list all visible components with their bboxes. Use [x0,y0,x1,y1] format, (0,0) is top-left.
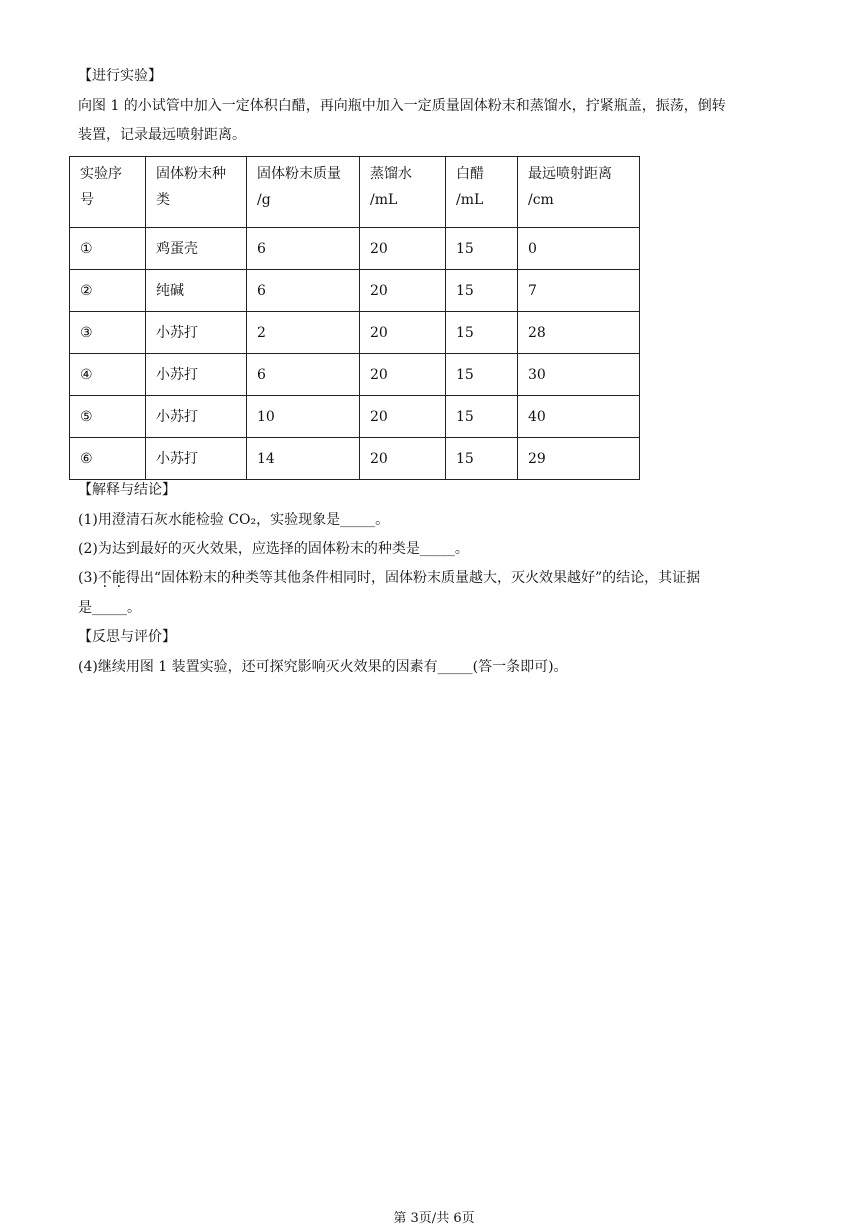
header-cell-trial-number: 实验序 号 [70,157,146,228]
table-cell: 6 [247,354,360,396]
table-cell: 7 [518,270,640,312]
table-cell: ⑥ [70,438,146,480]
table-cell: 20 [360,228,446,270]
table-cell: 15 [446,312,518,354]
table-cell: 14 [247,438,360,480]
question-4: (4)继续用图 1 装置实验，还可探究影响灭火效果的因素有_____(答一条即可)。 [78,659,568,675]
table-cell: 0 [518,228,640,270]
table-cell: 6 [247,228,360,270]
header-cell-spray-distance: 最远喷射距离 /cm [518,157,640,228]
table-row [70,312,640,354]
experiment-intro-line-2: 装置，记录最远喷射距离。 [78,127,246,143]
table-cell: 小苏打 [146,396,247,438]
experiment-table [69,156,640,480]
table-cell: 小苏打 [146,312,247,354]
question-2: (2)为达到最好的灭火效果，应选择的固体粉末的种类是_____。 [78,541,469,557]
table-cell: 15 [446,270,518,312]
emphasis-char-neng: 能 [111,570,126,586]
question-1: (1)用澄清石灰水能检验 CO₂，实验现象是_____。 [78,512,390,528]
table-row [70,396,640,438]
table-cell: 29 [518,438,640,480]
table-row [70,228,640,270]
header-cell-powder-mass: 固体粉末质量 /g [247,157,360,228]
table-row [70,354,640,396]
header-cell-powder-type: 固体粉末种 类 [146,157,247,228]
table-cell: ② [70,270,146,312]
table-cell: ⑤ [70,396,146,438]
table-cell: 15 [446,438,518,480]
table-cell: 纯碱 [146,270,247,312]
question-3-text: 得出“固体粉末的种类等其他条件相同时，固体粉末质量越大，灭火效果越好”的结论，其证据 [125,570,701,586]
header-cell-vinegar: 白醋 /mL [446,157,518,228]
emphasis-char-bu: 不 [97,570,112,586]
experiment-intro-line-1: 向图 1 的小试管中加入一定体积白醋，再向瓶中加入一定质量固体粉末和蒸馏水，拧紧瓶盖，振荡，倒转 [78,98,726,114]
table-cell: 15 [446,396,518,438]
table-cell: 6 [247,270,360,312]
table-cell: ① [70,228,146,270]
table-cell: 2 [247,312,360,354]
table-row [70,438,640,480]
question-3-prefix: (3) [78,570,98,586]
table-row [70,270,640,312]
table-cell: 40 [518,396,640,438]
section-heading-reflection: 【反思与评价】 [78,629,176,645]
table-cell: 鸡蛋壳 [146,228,247,270]
question-3-line-2: 是_____。 [78,600,141,616]
header-cell-distilled-water: 蒸馏水 /mL [360,157,446,228]
question-3-line-1 [78,568,700,588]
table-cell: 20 [360,312,446,354]
table-cell: 20 [360,396,446,438]
table-cell: ③ [70,312,146,354]
table-cell: 15 [446,228,518,270]
table-cell: 30 [518,354,640,396]
table-cell: 小苏打 [146,354,247,396]
table-cell: 20 [360,270,446,312]
table-cell: 20 [360,354,446,396]
table-cell: 20 [360,438,446,480]
table-header-row [70,157,640,228]
table-cell: 10 [247,396,360,438]
section-heading-conclusion: 【解释与结论】 [78,482,176,498]
table-cell: 28 [518,312,640,354]
page-number-footer: 第 3页/共 6页 [393,1211,475,1226]
table-cell: 15 [446,354,518,396]
section-heading-experiment: 【进行实验】 [78,68,162,84]
table-cell: ④ [70,354,146,396]
table-cell: 小苏打 [146,438,247,480]
